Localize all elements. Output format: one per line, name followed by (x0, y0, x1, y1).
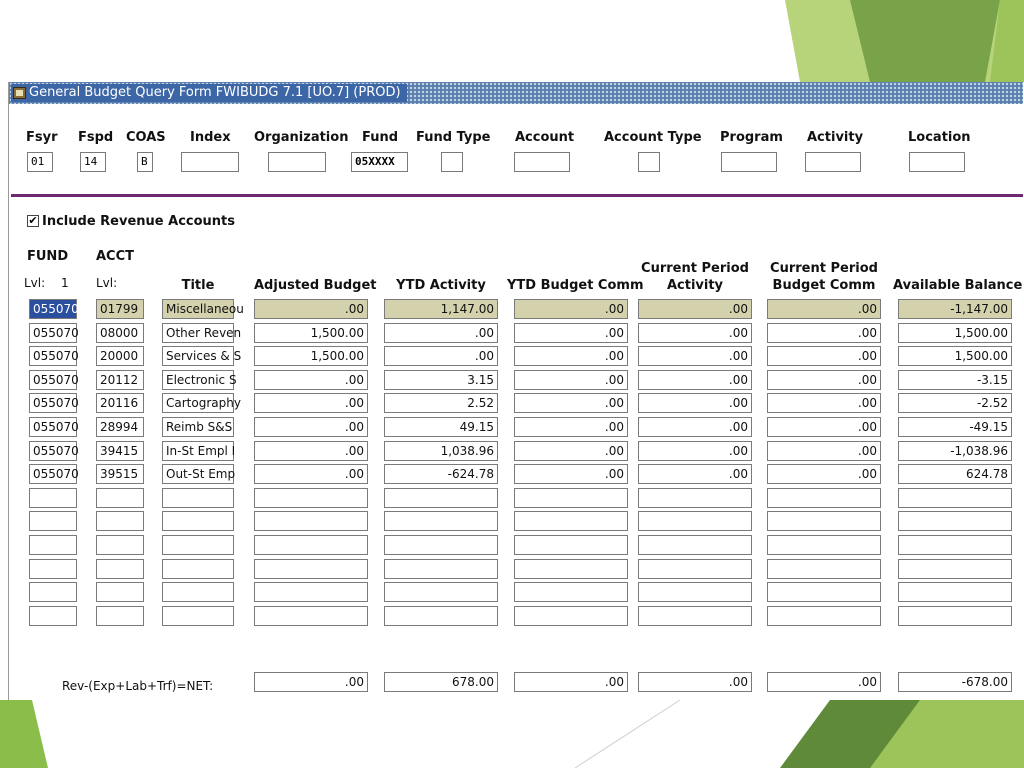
fund-cell[interactable] (29, 535, 77, 555)
ytd-budget-comm-cell[interactable] (514, 606, 628, 626)
adjusted-budget-cell[interactable] (254, 488, 368, 508)
fund-cell[interactable]: 055070 (29, 346, 77, 366)
ytd-budget-comm-cell[interactable] (514, 488, 628, 508)
total-current-period-budget-comm: .00 (767, 672, 881, 692)
adjusted-budget-cell[interactable]: .00 (254, 393, 368, 413)
fund-cell[interactable] (29, 559, 77, 579)
label-fund: Fund (362, 130, 399, 145)
ytd-budget-comm-cell[interactable] (514, 559, 628, 579)
col-header-cpa-line1: Current Period (641, 261, 749, 276)
current-period-activity-cell[interactable]: .00 (638, 441, 752, 461)
adjusted-budget-cell[interactable]: .00 (254, 464, 368, 484)
ytd-activity-cell[interactable]: 2.52 (384, 393, 498, 413)
adjusted-budget-cell[interactable] (254, 511, 368, 531)
ytd-activity-cell[interactable] (384, 559, 498, 579)
check-mark-icon: ✔ (28, 214, 38, 227)
current-period-budget-comm-cell[interactable]: .00 (767, 370, 881, 390)
current-period-activity-cell[interactable] (638, 606, 752, 626)
section-divider (11, 194, 1023, 197)
fund-cell[interactable]: 055070 (29, 393, 77, 413)
acct-cell[interactable]: 28994 (96, 417, 144, 437)
form-icon (13, 87, 26, 99)
available-balance-cell[interactable]: 1,500.00 (898, 346, 1012, 366)
fund-lvl-value: 1 (61, 276, 69, 290)
current-period-activity-cell[interactable] (638, 582, 752, 602)
title-cell[interactable]: Services & S (162, 346, 234, 366)
ytd-budget-comm-cell[interactable] (514, 582, 628, 602)
ytd-activity-cell[interactable] (384, 606, 498, 626)
current-period-budget-comm-cell[interactable] (767, 511, 881, 531)
coas-input[interactable]: B (137, 152, 153, 172)
title-cell[interactable] (162, 511, 234, 531)
available-balance-cell[interactable]: 1,500.00 (898, 323, 1012, 343)
ytd-activity-cell[interactable]: -624.78 (384, 464, 498, 484)
ytd-activity-cell[interactable] (384, 488, 498, 508)
col-header-current-period-activity (638, 260, 752, 294)
include-revenue-label: Include Revenue Accounts (42, 214, 235, 229)
acct-cell[interactable] (96, 582, 144, 602)
col-header-cpa-line2: Activity (666, 278, 724, 293)
totals-label: Rev-(Exp+Lab+Trf)=NET: (62, 679, 214, 693)
adjusted-budget-cell[interactable] (254, 535, 368, 555)
fund-cell[interactable] (29, 511, 77, 531)
acct-cell[interactable]: 39415 (96, 441, 144, 461)
title-cell[interactable]: Miscellaneou (162, 299, 234, 319)
title-cell[interactable] (162, 535, 234, 555)
fund-cell[interactable]: 055070 (29, 417, 77, 437)
total-ytd-budget-comm: .00 (514, 672, 628, 692)
ytd-activity-cell[interactable]: 3.15 (384, 370, 498, 390)
fund-cell[interactable]: 055070 (29, 299, 77, 319)
available-balance-cell[interactable]: -49.15 (898, 417, 1012, 437)
activity-input[interactable] (805, 152, 861, 172)
current-period-budget-comm-cell[interactable] (767, 488, 881, 508)
fund-cell[interactable] (29, 488, 77, 508)
current-period-activity-cell[interactable]: .00 (638, 393, 752, 413)
available-balance-cell[interactable]: 624.78 (898, 464, 1012, 484)
ytd-budget-comm-cell[interactable]: .00 (514, 441, 628, 461)
current-period-activity-cell[interactable] (638, 535, 752, 555)
current-period-activity-cell[interactable]: .00 (638, 346, 752, 366)
acct-cell[interactable] (96, 535, 144, 555)
col-header-cpbc-line2: Budget Comm (772, 278, 876, 293)
ytd-activity-cell[interactable]: 1,147.00 (384, 299, 498, 319)
fund-header: FUND (27, 249, 69, 264)
total-ytd-activity: 678.00 (384, 672, 498, 692)
col-header-adjusted-budget: Adjusted Budget (254, 278, 377, 293)
label-index: Index (190, 130, 231, 145)
current-period-activity-cell[interactable]: .00 (638, 299, 752, 319)
title-cell[interactable] (162, 488, 234, 508)
label-coas: COAS (126, 130, 166, 145)
label-fund-type: Fund Type (416, 130, 491, 145)
available-balance-cell[interactable]: -1,038.96 (898, 441, 1012, 461)
title-cell[interactable]: Other Reven (162, 323, 234, 343)
title-cell[interactable]: Out-St Emp (162, 464, 234, 484)
available-balance-cell[interactable]: -1,147.00 (898, 299, 1012, 319)
fund-lvl-label: Lvl: (24, 276, 46, 290)
acct-cell[interactable]: 01799 (96, 299, 144, 319)
adjusted-budget-cell[interactable] (254, 559, 368, 579)
current-period-budget-comm-cell[interactable] (767, 606, 881, 626)
fund-cell[interactable] (29, 606, 77, 626)
acct-cell[interactable]: 20112 (96, 370, 144, 390)
ytd-budget-comm-cell[interactable]: .00 (514, 393, 628, 413)
ytd-activity-cell[interactable]: .00 (384, 346, 498, 366)
fund-cell[interactable]: 055070 (29, 464, 77, 484)
current-period-budget-comm-cell[interactable]: .00 (767, 393, 881, 413)
ytd-activity-cell[interactable]: 49.15 (384, 417, 498, 437)
available-balance-cell[interactable]: -2.52 (898, 393, 1012, 413)
fund-input[interactable]: 05XXXX (351, 152, 408, 172)
ytd-budget-comm-cell[interactable]: .00 (514, 323, 628, 343)
acct-cell[interactable]: 20000 (96, 346, 144, 366)
label-organization: Organization (254, 130, 349, 145)
ytd-activity-cell[interactable]: .00 (384, 323, 498, 343)
current-period-budget-comm-cell[interactable]: .00 (767, 323, 881, 343)
window-title (11, 84, 407, 102)
acct-cell[interactable]: 08000 (96, 323, 144, 343)
adjusted-budget-cell[interactable]: .00 (254, 417, 368, 437)
available-balance-cell[interactable]: -3.15 (898, 370, 1012, 390)
col-header-cpbc-line1: Current Period (770, 261, 878, 276)
label-fspd: Fspd (78, 130, 114, 145)
current-period-budget-comm-cell[interactable] (767, 535, 881, 555)
title-cell[interactable]: Electronic S (162, 370, 234, 390)
fspd-input[interactable]: 14 (80, 152, 106, 172)
ytd-activity-cell[interactable]: 1,038.96 (384, 441, 498, 461)
fund-cell[interactable]: 055070 (29, 441, 77, 461)
current-period-budget-comm-cell[interactable] (767, 582, 881, 602)
label-activity: Activity (807, 130, 864, 145)
adjusted-budget-cell[interactable]: 1,500.00 (254, 323, 368, 343)
green-shape-bottom-left (0, 700, 48, 768)
adjusted-budget-cell[interactable] (254, 582, 368, 602)
col-header-ytd-activity: YTD Activity (396, 278, 486, 293)
program-input[interactable] (721, 152, 777, 172)
total-current-period-activity: .00 (638, 672, 752, 692)
available-balance-cell[interactable] (898, 535, 1012, 555)
fsyr-input[interactable]: 01 (27, 152, 53, 172)
current-period-activity-cell[interactable]: .00 (638, 464, 752, 484)
available-balance-cell[interactable] (898, 511, 1012, 531)
fund-cell[interactable]: 055070 (29, 370, 77, 390)
current-period-activity-cell[interactable]: .00 (638, 417, 752, 437)
acct-header: ACCT (96, 249, 135, 264)
adjusted-budget-cell[interactable]: .00 (254, 299, 368, 319)
col-header-current-period-budget-comm (767, 260, 881, 294)
available-balance-cell[interactable] (898, 559, 1012, 579)
location-input[interactable] (909, 152, 965, 172)
current-period-activity-cell[interactable]: .00 (638, 370, 752, 390)
window-title-bar[interactable] (9, 82, 1023, 104)
col-header-available-balance: Available Balance (893, 278, 1023, 293)
fund-cell[interactable] (29, 582, 77, 602)
title-cell[interactable]: Reimb S&S (162, 417, 234, 437)
current-period-budget-comm-cell[interactable]: .00 (767, 299, 881, 319)
ytd-budget-comm-cell[interactable] (514, 511, 628, 531)
ytd-budget-comm-cell[interactable]: .00 (514, 299, 628, 319)
current-period-budget-comm-cell[interactable]: .00 (767, 417, 881, 437)
account-type-input[interactable] (638, 152, 660, 172)
available-balance-cell[interactable] (898, 606, 1012, 626)
adjusted-budget-cell[interactable] (254, 606, 368, 626)
label-account-type: Account Type (604, 130, 702, 145)
current-period-activity-cell[interactable]: .00 (638, 323, 752, 343)
account-input[interactable] (514, 152, 570, 172)
fund-type-input[interactable] (441, 152, 463, 172)
ytd-activity-cell[interactable] (384, 582, 498, 602)
col-header-title: Title (181, 278, 215, 293)
title-cell[interactable]: Cartography (162, 393, 234, 413)
ytd-activity-cell[interactable] (384, 511, 498, 531)
acct-cell[interactable]: 20116 (96, 393, 144, 413)
fund-cell[interactable]: 055070 (29, 323, 77, 343)
acct-cell[interactable] (96, 606, 144, 626)
acct-cell[interactable] (96, 511, 144, 531)
index-input[interactable] (181, 152, 239, 172)
acct-cell[interactable]: 39515 (96, 464, 144, 484)
total-adjusted-budget: .00 (254, 672, 368, 692)
acct-cell[interactable] (96, 488, 144, 508)
title-cell[interactable] (162, 559, 234, 579)
ytd-budget-comm-cell[interactable]: .00 (514, 346, 628, 366)
col-header-ytd-budget-comm: YTD Budget Comm (507, 278, 644, 293)
adjusted-budget-cell[interactable]: .00 (254, 441, 368, 461)
title-cell[interactable]: In-St Empl I (162, 441, 234, 461)
organization-input[interactable] (268, 152, 326, 172)
label-program: Program (720, 130, 783, 145)
include-revenue-checkbox[interactable] (27, 215, 39, 227)
budget-query-window (8, 82, 1023, 700)
available-balance-cell[interactable] (898, 582, 1012, 602)
ytd-budget-comm-cell[interactable] (514, 535, 628, 555)
available-balance-cell[interactable] (898, 488, 1012, 508)
current-period-budget-comm-cell[interactable] (767, 559, 881, 579)
total-available-balance: -678.00 (898, 672, 1012, 692)
current-period-budget-comm-cell[interactable]: .00 (767, 464, 881, 484)
window-title-text: General Budget Query Form FWIBUDG 7.1 [UO.7] (PROD) (29, 85, 401, 100)
acct-lvl-label: Lvl: (96, 276, 118, 290)
thin-diagonal-line (575, 700, 680, 768)
ytd-budget-comm-cell[interactable]: .00 (514, 464, 628, 484)
ytd-activity-cell[interactable] (384, 535, 498, 555)
title-cell[interactable] (162, 582, 234, 602)
current-period-activity-cell[interactable] (638, 488, 752, 508)
ytd-budget-comm-cell[interactable]: .00 (514, 370, 628, 390)
label-location: Location (908, 130, 971, 145)
current-period-activity-cell[interactable] (638, 511, 752, 531)
green-shape-top-right-dark (850, 0, 1000, 82)
current-period-budget-comm-cell[interactable]: .00 (767, 346, 881, 366)
current-period-activity-cell[interactable] (638, 559, 752, 579)
current-period-budget-comm-cell[interactable]: .00 (767, 441, 881, 461)
adjusted-budget-cell[interactable]: .00 (254, 370, 368, 390)
ytd-budget-comm-cell[interactable]: .00 (514, 417, 628, 437)
acct-cell[interactable] (96, 559, 144, 579)
label-fsyr: Fsyr (26, 130, 58, 145)
adjusted-budget-cell[interactable]: 1,500.00 (254, 346, 368, 366)
title-cell[interactable] (162, 606, 234, 626)
label-account: Account (515, 130, 575, 145)
